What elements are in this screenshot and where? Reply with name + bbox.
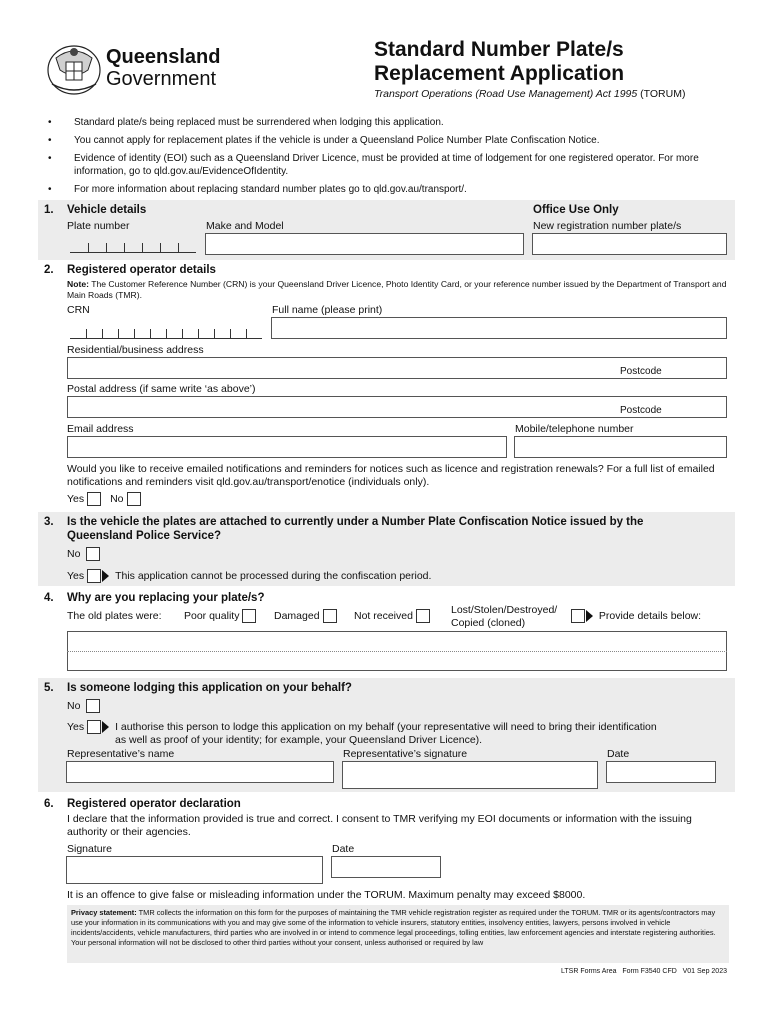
notifications-question: Would you like to receive emailed notifications and reminders for notices such as licence and registration renewals? For a full list of emailed notifications and reminders visit qld.gov.au/transport/enotice (individuals only). bbox=[67, 463, 715, 488]
details-divider bbox=[67, 651, 727, 652]
org-name-line1: Queensland bbox=[106, 46, 221, 68]
phone-input[interactable] bbox=[514, 436, 727, 458]
signature-label: Signature bbox=[67, 843, 112, 855]
section-2-number: 2. bbox=[44, 264, 54, 276]
postal-address-label: Postal address (if same write ‘as above’) bbox=[67, 383, 256, 395]
signature-input[interactable] bbox=[66, 856, 323, 884]
office-use-title: Office Use Only bbox=[533, 204, 619, 216]
privacy-bold: Privacy statement: bbox=[71, 908, 137, 917]
bullet-item: • Standard plate/s being replaced must be surrendered when lodging this application. bbox=[48, 117, 444, 128]
representative-name-label: Representative’s name bbox=[67, 748, 175, 760]
queensland-crest-icon bbox=[44, 40, 104, 96]
crn-input[interactable] bbox=[70, 326, 262, 339]
representative-yes-option bbox=[67, 720, 657, 734]
section-5-number: 5. bbox=[44, 682, 54, 694]
notify-no-checkbox[interactable] bbox=[127, 492, 141, 506]
representative-signature-label: Representative’s signature bbox=[343, 748, 468, 760]
section-6-number: 6. bbox=[44, 798, 54, 810]
representative-authorise-line1: I authorise this person to lodge this application on my behalf (your representative will need to bring their identification bbox=[115, 720, 657, 733]
section-4-title: Why are you replacing your plate/s? bbox=[67, 592, 265, 604]
org-name-line2: Government bbox=[106, 68, 217, 90]
new-registration-input[interactable] bbox=[532, 233, 727, 255]
representative-no-label: No bbox=[67, 699, 81, 712]
make-model-input[interactable] bbox=[205, 233, 524, 255]
offence-warning: It is an offence to give false or misleading information under the TORUM. Maximum penalty may exceed $8000. bbox=[67, 889, 586, 901]
section-2-title: Registered operator details bbox=[67, 264, 216, 276]
reason-lost-checkbox[interactable] bbox=[571, 609, 585, 623]
section-3-title-line2: Queensland Police Service? bbox=[67, 530, 222, 542]
confiscation-yes-option bbox=[67, 569, 431, 583]
confiscation-no-checkbox[interactable] bbox=[86, 547, 100, 561]
declaration-text: I declare that the information provided is true and correct. I consent to TMR verifying my EOI documents or information with the issuing authority or their agencies. bbox=[67, 813, 692, 838]
representative-date-label: Date bbox=[607, 748, 630, 760]
section-3-title-line1: Is the vehicle the plates are attached to currently under a Number Plate Confiscation Notice issued by the bbox=[67, 516, 644, 528]
representative-name-input[interactable] bbox=[66, 761, 334, 783]
reason-poor-quality-checkbox[interactable] bbox=[242, 609, 256, 623]
phone-label: Mobile/telephone number bbox=[515, 423, 634, 435]
reason-damaged-label: Damaged bbox=[274, 609, 320, 622]
reason-poor-quality-option bbox=[184, 609, 256, 623]
section-1-number: 1. bbox=[44, 204, 54, 216]
full-name-label: Full name (please print) bbox=[272, 304, 383, 316]
reason-not-received-option bbox=[354, 609, 430, 623]
reason-damaged-option bbox=[274, 609, 337, 623]
old-plates-label: The old plates were: bbox=[67, 610, 162, 622]
confiscation-yes-note: This application cannot be processed during the confiscation period. bbox=[115, 569, 432, 582]
representative-no-checkbox[interactable] bbox=[86, 699, 100, 713]
notify-no-label: No bbox=[110, 492, 124, 505]
section-6-title: Registered operator declaration bbox=[67, 798, 241, 810]
form-footer: LTSR Forms Area Form F3540 CFD V01 Sep 2023 bbox=[561, 968, 727, 975]
bullet-item: • Evidence of identity (EOI) such as a Queensland Driver Licence, must be provided at time of lodgement for one registered operator. For more information, go to qld.gov.au/EvidenceOfIdentity. bbox=[48, 153, 699, 177]
confiscation-no-label: No bbox=[67, 547, 81, 560]
confiscation-yes-checkbox[interactable] bbox=[87, 569, 101, 583]
section-3-number: 3. bbox=[44, 516, 54, 528]
intro-bullets bbox=[48, 116, 720, 196]
crn-note bbox=[67, 279, 729, 301]
reason-damaged-checkbox[interactable] bbox=[323, 609, 337, 623]
arrow-right-icon bbox=[102, 570, 109, 582]
plate-number-label: Plate number bbox=[67, 220, 130, 232]
notify-yes-checkbox[interactable] bbox=[87, 492, 101, 506]
declaration-date-input[interactable] bbox=[331, 856, 441, 878]
declaration-date-label: Date bbox=[332, 843, 355, 855]
note-bold: Note: bbox=[67, 279, 89, 289]
act-name: Transport Operations (Road Use Management) Act 1995 bbox=[374, 88, 638, 100]
postal-postcode-label: Postcode bbox=[620, 405, 662, 416]
representative-yes-label: Yes bbox=[67, 720, 85, 733]
privacy-statement-box bbox=[67, 905, 729, 963]
bullet-item: • For more information about replacing standard number plates go to qld.gov.au/transport/. bbox=[48, 184, 467, 195]
privacy-statement bbox=[71, 908, 725, 948]
email-label: Email address bbox=[67, 423, 134, 435]
form-title-line1: Standard Number Plate/s bbox=[374, 38, 624, 61]
notifications-options bbox=[67, 492, 141, 506]
bullet-item: • You cannot apply for replacement plates if the vehicle is under a Queensland Police Number Plate Confiscation Notice. bbox=[48, 135, 600, 146]
representative-yes-checkbox[interactable] bbox=[87, 720, 101, 734]
reason-lost-label-line1: Lost/Stolen/Destroyed/ bbox=[451, 604, 558, 616]
email-input[interactable] bbox=[67, 436, 507, 458]
act-reference bbox=[374, 88, 685, 100]
new-registration-label: New registration number plate/s bbox=[533, 220, 682, 232]
arrow-right-icon bbox=[586, 610, 593, 622]
residential-postcode-label: Postcode bbox=[620, 366, 662, 377]
provide-details-label: Provide details below: bbox=[598, 609, 702, 622]
confiscation-yes-label: Yes bbox=[67, 569, 85, 582]
residential-address-label: Residential/business address bbox=[67, 344, 204, 356]
reason-not-received-label: Not received bbox=[354, 609, 413, 622]
reason-lost-label-line2: Copied (cloned) bbox=[451, 617, 526, 629]
privacy-text: TMR collects the information on this form for the purposes of maintaining the TMR vehicle registration register as required under the TORUM. TMR or its agents/contractors may use your information in its communications with you and may give some of the information to vehicle insurers, statutory entities, insolvency entities, lawyers, persons involved in vehicle incidents/accidents, vehicle manufacturers, third parties who are involved in or intend to commence legal proceedings, tolling entities, law enforcement agencies and interstate registering authorities. Your personal information will not be disclosed to other third parties without your consent, unless authorised or required by law bbox=[71, 908, 716, 947]
act-abbrev: (TORUM) bbox=[640, 88, 686, 100]
representative-date-input[interactable] bbox=[606, 761, 716, 783]
representative-signature-input[interactable] bbox=[342, 761, 598, 789]
reason-not-received-checkbox[interactable] bbox=[416, 609, 430, 623]
section-4-number: 4. bbox=[44, 592, 54, 604]
reason-poor-quality-label: Poor quality bbox=[184, 609, 240, 622]
form-title-line2: Replacement Application bbox=[374, 62, 625, 85]
arrow-right-icon bbox=[102, 721, 109, 733]
reason-lost-option bbox=[568, 609, 701, 623]
representative-authorise-line2: as well as proof of your identity; for example, your Queensland Driver Licence). bbox=[115, 734, 483, 746]
section-5-title: Is someone lodging this application on your behalf? bbox=[67, 682, 352, 694]
plate-number-input[interactable] bbox=[70, 240, 196, 253]
full-name-input[interactable] bbox=[271, 317, 727, 339]
make-model-label: Make and Model bbox=[206, 220, 284, 232]
note-text: The Customer Reference Number (CRN) is your Queensland Driver Licence, Photo Identity Card, or your reference number issued by the Department of Transport and Main Roads (TMR). bbox=[67, 279, 727, 300]
notify-yes-label: Yes bbox=[67, 492, 85, 505]
confiscation-no-option bbox=[67, 547, 100, 561]
crn-label: CRN bbox=[67, 304, 90, 316]
section-1-title: Vehicle details bbox=[67, 204, 147, 216]
representative-no-option bbox=[67, 699, 100, 713]
